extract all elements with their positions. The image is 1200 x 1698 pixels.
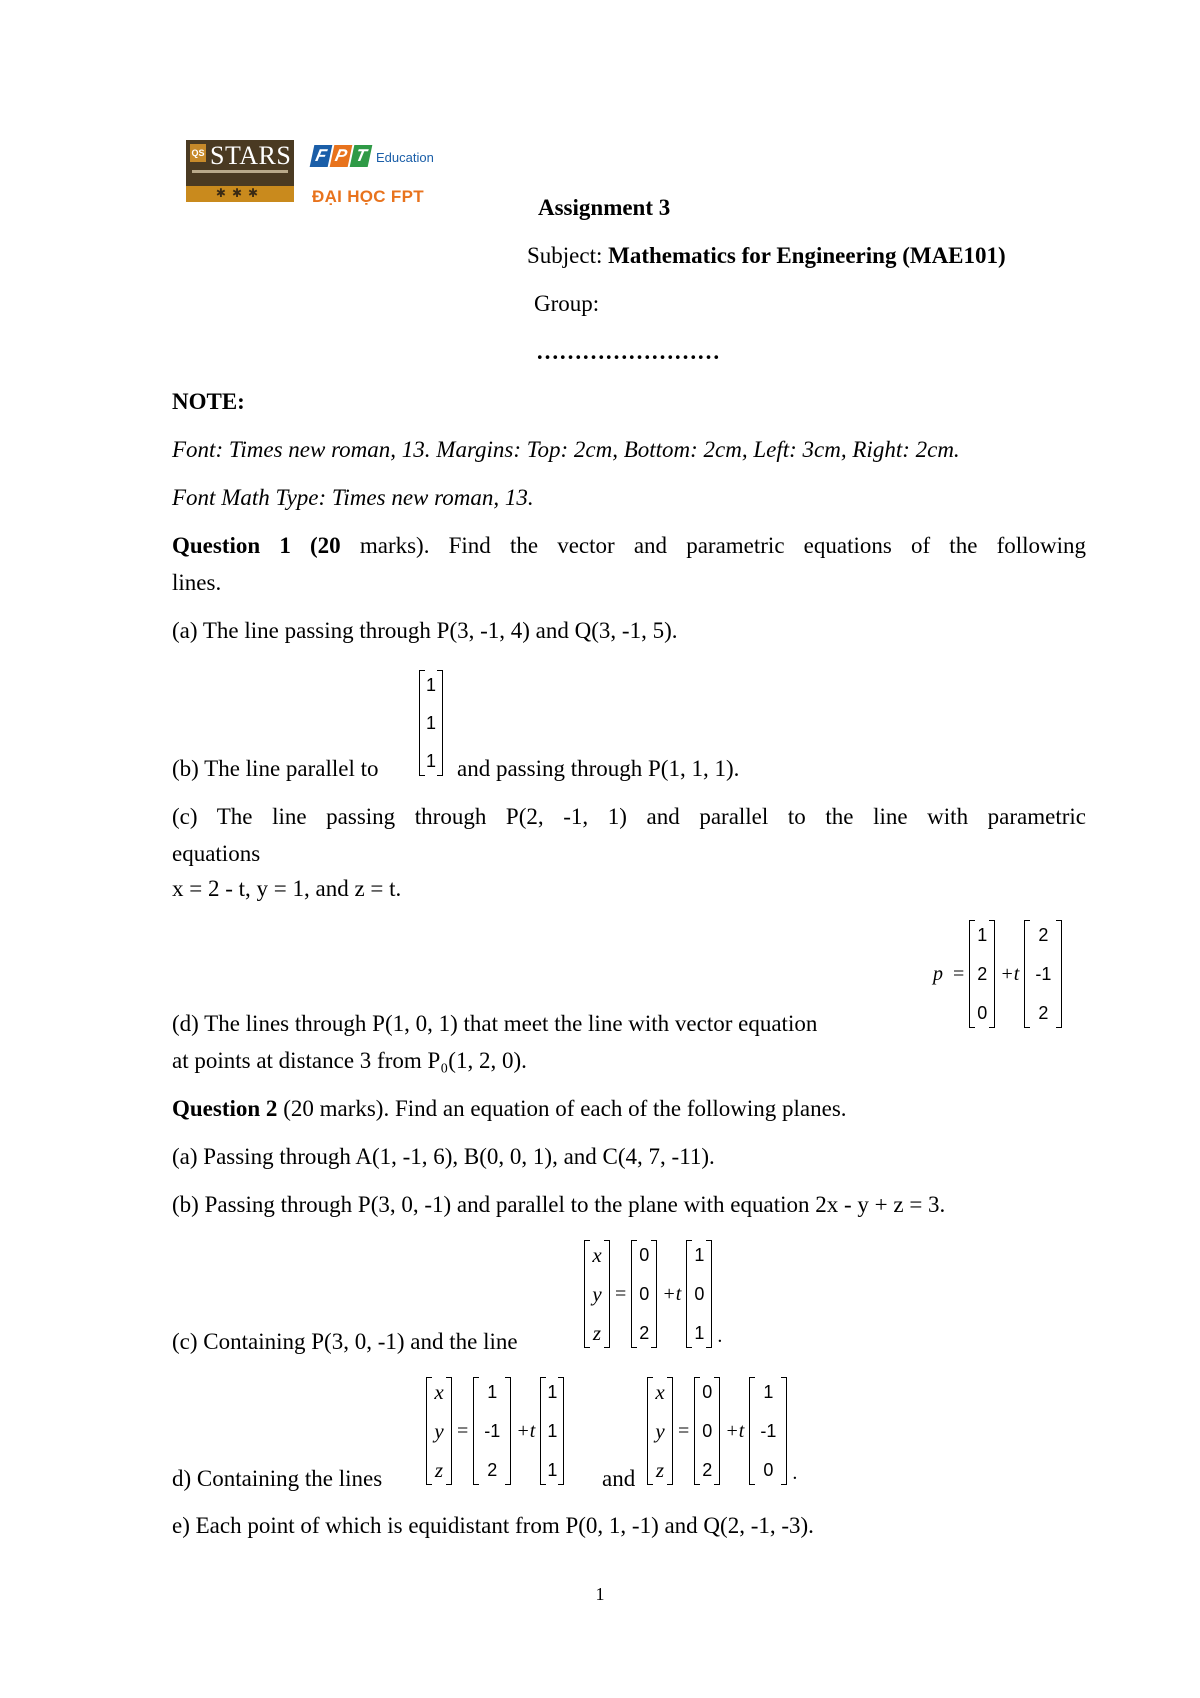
matrix-bracket: [686, 1240, 712, 1348]
q1-label: Question 1: [172, 533, 291, 558]
matrix-bracket: [419, 670, 443, 776]
matrix-entry: 0: [702, 1421, 713, 1441]
matrix-entry: z: [592, 1321, 602, 1345]
matrix-bracket: [1024, 920, 1062, 1028]
matrix-entry: 2: [1038, 925, 1049, 945]
stars-subline: [192, 170, 288, 173]
equals-sign: =: [678, 1419, 690, 1442]
note-mathtype-line: Font Math Type: Times new roman, 13.: [172, 485, 534, 510]
q1-instruction: marks). Find the vector and parametric equations of the following: [340, 533, 1087, 558]
equals-sign: =: [457, 1419, 469, 1442]
stars-dots-icon: ✱✱✱: [215, 186, 265, 200]
matrix-entry: x: [434, 1380, 444, 1404]
matrix-bracket: [969, 920, 995, 1028]
fpt-letter-t: T: [350, 145, 373, 167]
q2-d-line2-equation: [647, 1377, 802, 1485]
group-dots: ……………………: [536, 339, 720, 364]
equals-sign: =: [615, 1282, 627, 1305]
plus-t: +t: [516, 1419, 536, 1442]
matrix-entry: 2: [639, 1323, 650, 1343]
matrix-entry: 0: [977, 1003, 988, 1023]
q2-heading-line: [172, 1097, 847, 1120]
qs-stars-logo: [186, 140, 294, 202]
q2-part-d: d) Containing the lines: [172, 1466, 383, 1491]
matrix-entry: 1: [487, 1382, 498, 1402]
matrix-bracket: [426, 1377, 452, 1485]
matrix-entry: y: [655, 1419, 665, 1443]
q2-part-c: (c) Containing P(3, 0, -1) and the line: [172, 1329, 518, 1354]
matrix-bracket: [694, 1377, 720, 1485]
matrix-entry: y: [434, 1419, 444, 1443]
q1-part-d-line1: (d) The lines through P(1, 0, 1) that meet the line with vector equation: [172, 1011, 818, 1036]
fpt-education-text: Education: [376, 150, 434, 165]
q1-part-b-pre: (b) The line parallel to: [172, 756, 379, 781]
matrix-entry: 1: [425, 713, 436, 733]
matrix-entry: 1: [763, 1382, 774, 1402]
vector-p: p: [933, 962, 943, 985]
period: .: [792, 1462, 798, 1484]
q2-d-line1-equation: [426, 1377, 564, 1485]
matrix-entry: 1: [547, 1382, 558, 1402]
subject-label: Subject:: [527, 243, 609, 268]
fpt-education-logo: [312, 145, 447, 211]
q2-part-e: e) Each point of which is equidistant from P(0, 1, -1) and Q(2, -1, -3).: [172, 1513, 814, 1538]
q2-instruction: (20 marks). Find an equation of each of the following planes.: [277, 1096, 847, 1121]
matrix-entry: 1: [547, 1460, 558, 1480]
matrix-entry: 1: [694, 1323, 705, 1343]
matrix-entry: 1: [425, 751, 436, 771]
matrix-entry: x: [592, 1243, 602, 1267]
q1-part-d-line2: at points at distance 3 from P₀(1, 2, 0).: [172, 1048, 527, 1073]
q1-part-c-line3: x = 2 - t, y = 1, and z = t.: [172, 876, 402, 901]
q2-label: Question 2: [172, 1096, 278, 1121]
assignment-title: Assignment 3: [538, 195, 671, 220]
q1-part-c-line1: (c) The line passing through P(2, -1, 1) and parallel to the line with parametric: [172, 804, 1086, 829]
matrix-entry: -1: [760, 1421, 777, 1441]
subject-line: [527, 244, 1006, 267]
matrix-entry: z: [434, 1458, 444, 1482]
matrix-entry: z: [655, 1458, 665, 1482]
matrix-bracket: [584, 1240, 610, 1348]
matrix-entry: 1: [977, 925, 988, 945]
matrix-entry: -1: [484, 1421, 501, 1441]
q1-heading-line: [172, 534, 1086, 557]
qs-mark: QS: [190, 144, 206, 162]
q1-b-vector: [419, 670, 443, 776]
q2-part-d-and: and: [602, 1466, 636, 1491]
note-heading: NOTE:: [172, 389, 245, 414]
stars-wordmark: STARS: [210, 141, 292, 170]
q2-part-a: (a) Passing through A(1, -1, 6), B(0, 0, 1), and C(4, 7, -11).: [172, 1144, 715, 1169]
group-label: Group:: [534, 291, 600, 316]
q1-part-b-post: and passing through P(1, 1, 1).: [457, 756, 740, 781]
matrix-entry: 2: [1038, 1003, 1049, 1023]
matrix-entry: y: [592, 1282, 602, 1306]
plus-t: +t: [1000, 962, 1020, 985]
matrix-entry: 0: [639, 1245, 650, 1265]
note-font-line: Font: Times new roman, 13. Margins: Top: 2cm, Bottom: 2cm, Left: 3cm, Right: 2cm.: [172, 437, 960, 462]
fpt-letter-p: P: [330, 145, 353, 167]
page-number: 1: [595, 1584, 605, 1604]
q1-part-c-line2: equations: [172, 841, 261, 866]
matrix-entry: 2: [487, 1460, 498, 1480]
matrix-entry: 0: [639, 1284, 650, 1304]
matrix-bracket: [631, 1240, 657, 1348]
matrix-bracket: [647, 1377, 673, 1485]
q1-instruction-cont: lines.: [172, 570, 222, 595]
q1-d-vector-equation: [928, 920, 1062, 1028]
equals-sign: =: [953, 962, 965, 985]
q1-part-a: (a) The line passing through P(3, -1, 4) and Q(3, -1, 5).: [172, 618, 678, 643]
fpt-university-text: ĐẠI HỌC FPT: [312, 187, 424, 206]
fpt-letter-f: F: [310, 145, 333, 167]
q2-part-b: (b) Passing through P(3, 0, -1) and parallel to the plane with equation 2x - y + z = 3.: [172, 1192, 946, 1217]
matrix-entry: 2: [977, 964, 988, 984]
matrix-entry: -1: [1035, 964, 1052, 984]
matrix-bracket: [540, 1377, 564, 1485]
q1-marks: (20: [310, 533, 341, 558]
matrix-entry: 0: [763, 1460, 774, 1480]
matrix-entry: 1: [547, 1421, 558, 1441]
matrix-entry: 0: [702, 1382, 713, 1402]
matrix-entry: 1: [425, 675, 436, 695]
matrix-entry: 2: [702, 1460, 713, 1480]
q2-c-line-equation: [584, 1240, 727, 1348]
matrix-bracket: [473, 1377, 511, 1485]
matrix-entry: x: [655, 1380, 665, 1404]
plus-t: +t: [725, 1419, 745, 1442]
subject-value: Mathematics for Engineering (MAE101): [608, 243, 1006, 268]
period: .: [717, 1325, 723, 1347]
matrix-bracket: [749, 1377, 787, 1485]
matrix-entry: 0: [694, 1284, 705, 1304]
plus-t: +t: [662, 1282, 682, 1305]
matrix-entry: 1: [694, 1245, 705, 1265]
